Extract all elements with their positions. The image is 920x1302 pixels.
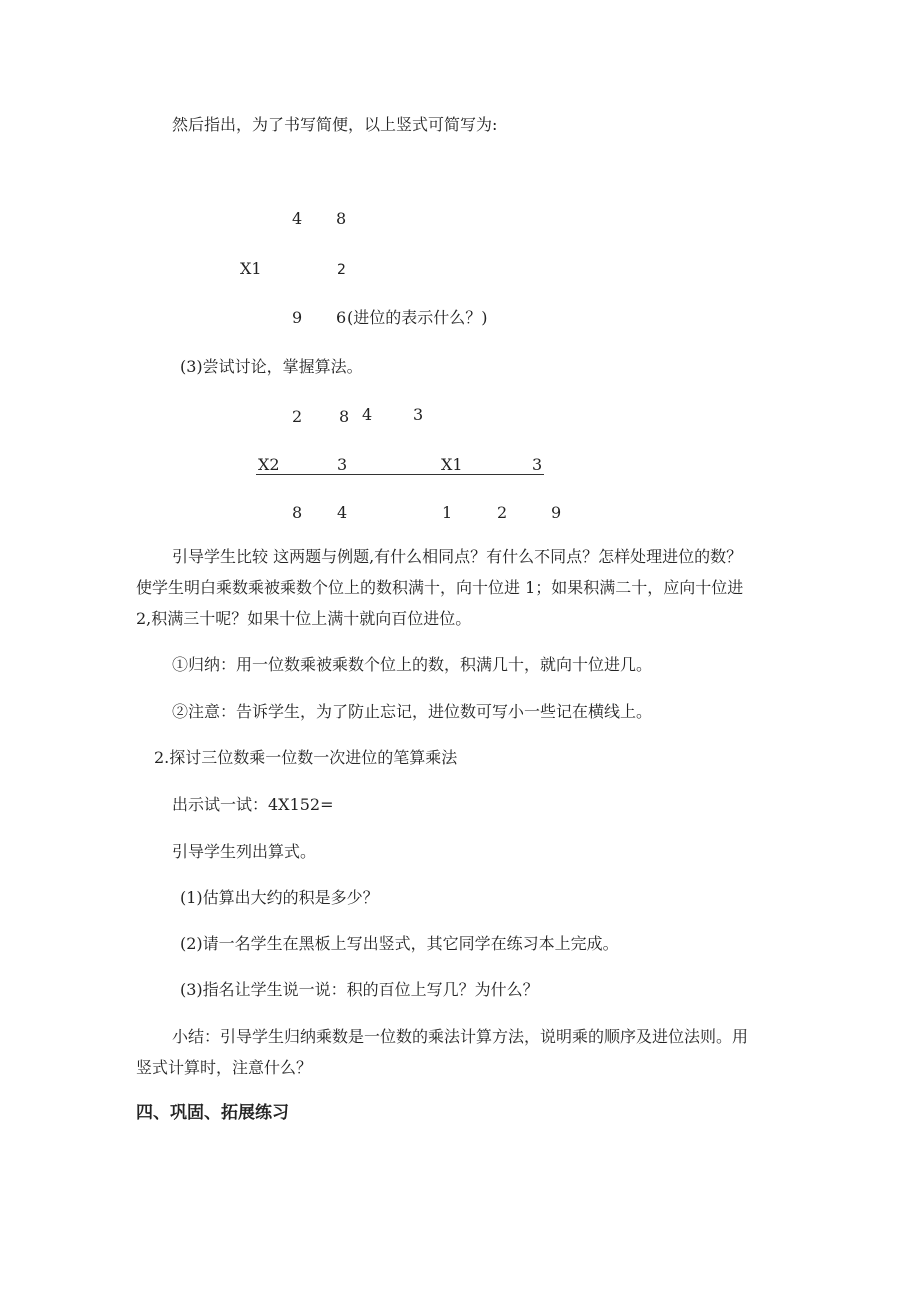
summary-line: ①归纳：用一位数乘被乘数个位上的数，积满几十，就向十位进几。: [172, 655, 653, 674]
calc-underline: [256, 474, 544, 475]
calc2-result-digit-tens: 8: [292, 503, 303, 522]
question-1: (1)估算出大约的积是多少？: [180, 888, 379, 907]
compare-line-2: 使学生明白乘数乘被乘数个位上的数积满十，向十位进 1；如果积满二十，应向十位进: [136, 578, 744, 597]
try-line: 出示试一试：4X152=: [172, 795, 334, 814]
calc3-multiplier-digit: 3: [532, 455, 543, 474]
calc3-result-digit-ones: 9: [551, 503, 562, 522]
calc2-top-digit-ones: 8: [339, 407, 350, 426]
compare-line-1: 引导学生比较 这两题与例题,有什么相同点？有什么不同点？怎样处理进位的数？: [172, 547, 743, 566]
calc2-top-digit-tens: 2: [292, 407, 303, 426]
question-2: (2)请一名学生在黑板上写出竖式，其它同学在练习本上完成。: [180, 934, 619, 953]
calc2-multiplier-digit: 3: [337, 455, 348, 474]
calc1-result-note: (进位的表示什么？): [347, 308, 488, 327]
calc3-multiplier-prefix: X1: [441, 455, 463, 474]
calc3-result-digit-hundreds: 1: [442, 503, 453, 522]
step3-line: (3)尝试讨论，掌握算法。: [180, 357, 363, 376]
section4-heading: 四、巩固、拓展练习: [136, 1103, 289, 1123]
note-line: ②注意：告诉学生，为了防止忘记，进位数可写小一些记在横线上。: [172, 702, 653, 721]
calc2-multiplier-prefix: X2: [258, 455, 280, 474]
conclusion-paragraph: [136, 1021, 786, 1083]
calc1-top-digit-ones: 8: [336, 209, 347, 228]
conclusion-line-1: 小结：引导学生归纳乘数是一位数的乘法计算方法，说明乘的顺序及进位法则。用: [172, 1027, 749, 1046]
intro-line: 然后指出，为了书写简便，以上竖式可简写为:: [172, 115, 498, 134]
calc1-multiplier-prefix: X1: [240, 259, 262, 278]
conclusion-line-2: 竖式计算时，注意什么？: [136, 1058, 313, 1077]
calc1-result-digit-ones: 6: [336, 308, 347, 327]
calc3-top-digit-ones: 3: [413, 405, 424, 424]
calc1-top-digit-tens: 4: [292, 209, 303, 228]
calc2-result-digit-ones: 4: [337, 503, 348, 522]
calc1-multiplier-digit: 2: [337, 262, 346, 278]
calc3-top-digit-tens: 4: [362, 405, 373, 424]
calc1-result-digit-tens: 9: [292, 308, 303, 327]
guide-line: 引导学生列出算式。: [172, 842, 317, 861]
question-3: (3)指名让学生说一说：积的百位上写几？为什么？: [180, 980, 539, 999]
section2-title: 2.探讨三位数乘一位数一次进位的笔算乘法: [154, 748, 458, 767]
compare-line-3: 2,积满三十呢？如果十位上满十就向百位进位。: [136, 609, 472, 628]
compare-paragraph: [136, 541, 786, 634]
calc3-result-digit-tens: 2: [497, 503, 508, 522]
